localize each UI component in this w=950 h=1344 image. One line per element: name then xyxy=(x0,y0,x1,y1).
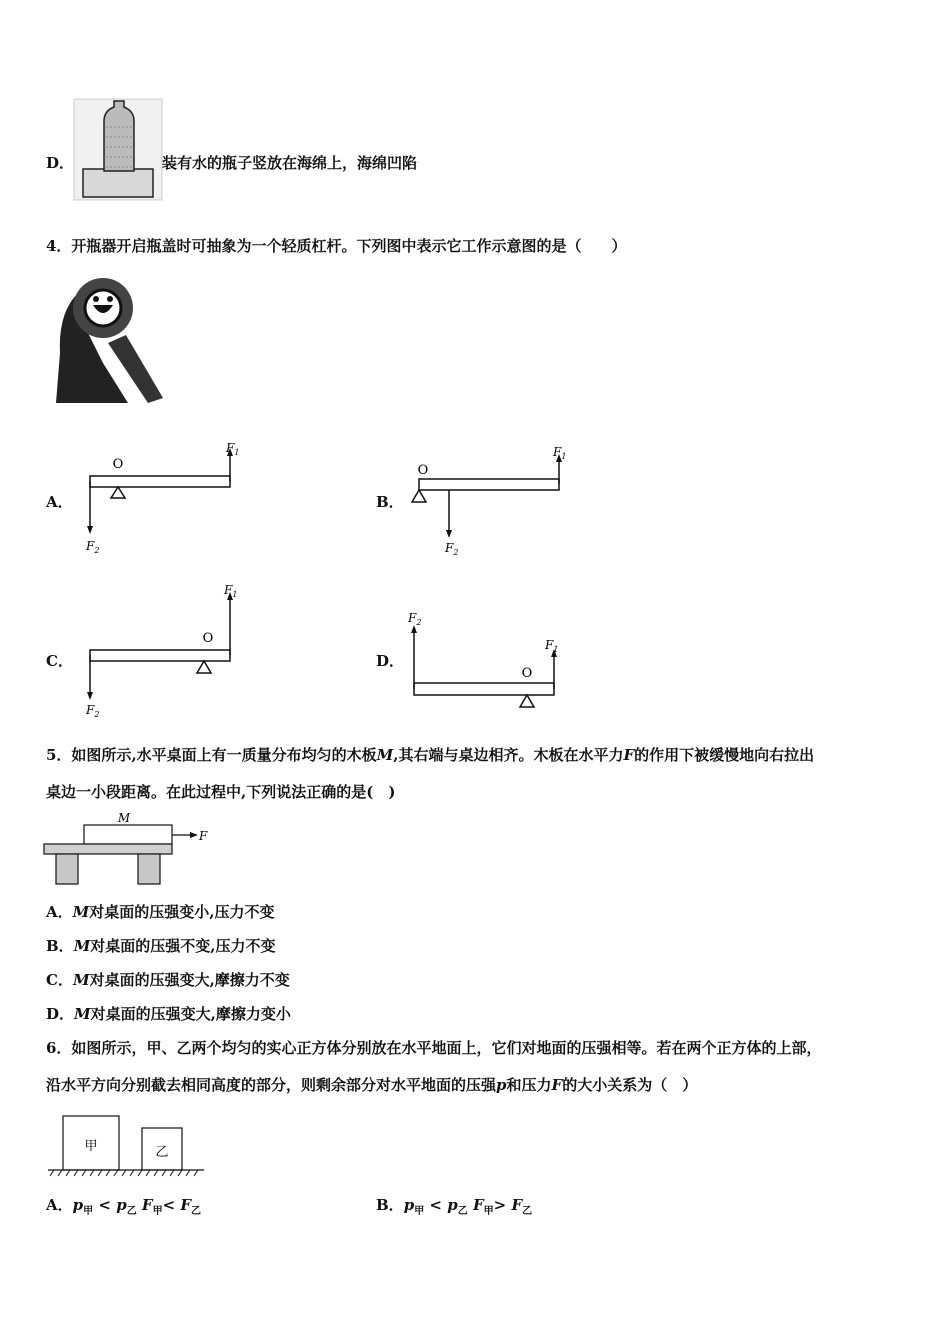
lever-figure-c xyxy=(80,580,250,720)
f1-label: $F_1$ xyxy=(545,638,559,654)
pivot-label: O xyxy=(521,666,533,681)
q6-stem-line1: 6．如图所示，甲、乙两个均匀的实心正方体分别放在水平地面上，它们对地面的压强相等。若在两个正方体的上部， xyxy=(46,1039,822,1057)
pivot-label: O xyxy=(417,463,429,478)
pivot-label: O xyxy=(112,457,124,472)
fulcrum-icon xyxy=(197,661,211,673)
f2-arrowhead xyxy=(87,692,93,700)
f1-label: $F_1$ xyxy=(224,583,238,599)
lever-figure-b xyxy=(405,440,575,560)
board-m xyxy=(84,825,172,844)
pull-arrowhead xyxy=(190,832,198,838)
lever-figure-a xyxy=(80,440,250,560)
lever-figure-d xyxy=(400,605,570,720)
fulcrum-icon xyxy=(111,487,125,498)
cube-jia-label: 甲 xyxy=(84,1139,98,1154)
q3-option-d-label: D． xyxy=(46,154,75,172)
f2-label: $F_2$ xyxy=(86,539,100,555)
q3-option-d-text: 装有水的瓶子竖放在海绵上，海绵凹陷 xyxy=(162,154,418,172)
table-top xyxy=(44,844,172,854)
q4-option-d-label[interactable]: D． xyxy=(376,652,405,670)
board-m-label: M xyxy=(117,811,131,825)
lever-bar xyxy=(90,650,230,661)
f2-arrowhead xyxy=(446,530,452,538)
f2-label: $F_2$ xyxy=(408,611,422,627)
bottle-opener-photo xyxy=(48,273,163,408)
f2-label: $F_2$ xyxy=(445,541,459,557)
bottle-icon xyxy=(104,101,134,171)
lever-bar xyxy=(414,683,554,695)
cube-yi-label: 乙 xyxy=(155,1145,169,1160)
q6-option-a[interactable]: A．$p_甲 < p_乙$ $F_甲< F_乙$ xyxy=(46,1196,202,1217)
q5-option-a[interactable]: A．M对桌面的压强变小,压力不变 xyxy=(46,903,275,921)
pull-force-label: F xyxy=(199,829,208,843)
q6-option-b[interactable]: B．$p_甲 < p_乙$ $F_甲> F_乙$ xyxy=(376,1196,533,1217)
sponge-icon xyxy=(83,169,153,197)
fulcrum-icon xyxy=(520,695,534,707)
lever-bar xyxy=(419,479,559,490)
table-leg-right xyxy=(138,854,160,884)
q4-option-a-label[interactable]: A． xyxy=(46,493,73,511)
cap-dot-right xyxy=(107,296,113,302)
f1-label: $F_1$ xyxy=(553,445,567,461)
q5-option-b[interactable]: B．M对桌面的压强不变,压力不变 xyxy=(46,937,276,955)
f2-label: $F_2$ xyxy=(86,703,100,719)
bottle-on-sponge-figure xyxy=(74,99,162,200)
fulcrum-icon xyxy=(412,490,426,502)
q5-option-c[interactable]: C．M对桌面的压强变大,摩擦力不变 xyxy=(46,971,290,989)
ground-hatching xyxy=(50,1170,198,1176)
q4-option-c-label[interactable]: C． xyxy=(46,652,73,670)
lever-bar xyxy=(90,476,230,487)
q5-stem-line2: 桌边一小段距离。在此过程中,下列说法正确的是( ) xyxy=(46,783,396,801)
q4-stem: 4．开瓶器开启瓶盖时可抽象为一个轻质杠杆。下列图中表示它工作示意图的是（ ） xyxy=(46,237,627,255)
cubes-on-ground-figure xyxy=(44,1112,209,1182)
f1-label: $F_1$ xyxy=(226,441,240,457)
cap-dot-left xyxy=(93,296,99,302)
q4-option-b-label[interactable]: B． xyxy=(376,493,404,511)
table-leg-left xyxy=(56,854,78,884)
q6-stem-line2: 沿水平方向分别截去相同高度的部分，则剩余部分对水平地面的压强p和压力F的大小关系为（ ） xyxy=(46,1076,698,1094)
q5-stem-line1: 5．如图所示,水平桌面上有一质量分布均匀的木板M,其右端与桌边相齐。木板在水平力F的作用下被缓慢地向右拉出 xyxy=(46,746,815,764)
pivot-label: O xyxy=(202,631,214,646)
board-on-table-figure xyxy=(44,810,214,890)
f2-arrowhead xyxy=(87,526,93,534)
q5-option-d[interactable]: D．M对桌面的压强变大,摩擦力变小 xyxy=(46,1005,291,1023)
